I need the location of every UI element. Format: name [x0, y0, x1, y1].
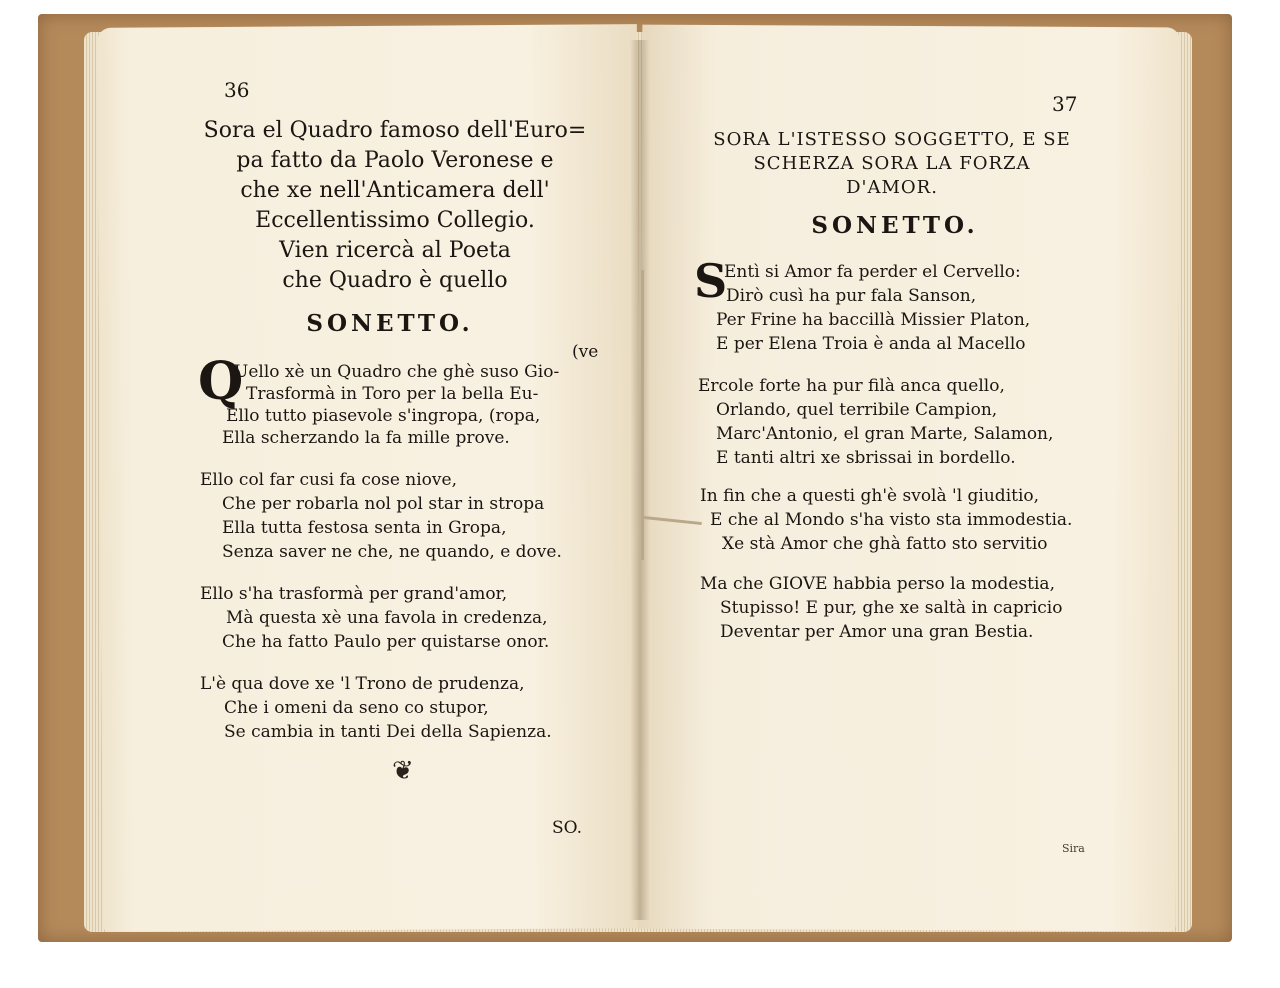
right-verse-line: Xe stà Amor che ghà fatto sto servitio [722, 534, 1048, 554]
book-gutter [630, 40, 650, 920]
left-verse-line: Che ha fatto Paulo per quistarse onor. [222, 632, 550, 652]
left-heading-line: pa fatto da Paolo Veronese e [236, 148, 554, 173]
right-verse-line: In fin che a questi gh'è svolà 'l giuditio, [700, 486, 1040, 506]
left-heading [180, 116, 610, 296]
right-verse-line: Stupisso! E pur, ghe xe saltà in capricio [720, 598, 1063, 618]
right-page-number: 37 [1052, 92, 1078, 116]
right-verse-line: Ma che GIOVE habbia perso la modestia, [700, 574, 1055, 594]
left-verse-line: Uello xè un Quadro che ghè suso Gio- [234, 362, 560, 382]
left-heading-line: che xe nell'Anticamera dell' [240, 178, 550, 203]
right-verse-line: Marc'Antonio, el gran Marte, Salamon, [716, 424, 1054, 444]
left-page-number: 36 [224, 78, 250, 102]
fleuron-ornament-icon: ❦ [392, 756, 414, 786]
right-heading-line: D'AMOR. [846, 177, 938, 198]
left-verse-line: Trasformà in Toro per la bella Eu- [246, 384, 539, 404]
left-verse-line: Ello col far cusi fa cose niove, [200, 470, 457, 490]
right-verse-line: E per Elena Troia è anda al Macello [716, 334, 1026, 354]
left-verse-line: Ella scherzando la fa mille prove. [222, 428, 510, 448]
left-dropcap: Q [198, 351, 244, 412]
left-verse-line: Ella tutta festosa senta in Gropa, [222, 518, 507, 538]
left-verse-line: Che i omeni da seno co stupor, [224, 698, 489, 718]
left-sonetto-title: SONETTO. [306, 310, 474, 337]
left-verse-line: Se cambia in tanti Dei della Sapienza. [224, 722, 552, 742]
right-sonetto-title: SONETTO. [811, 212, 979, 239]
right-verse-line: Dirò cusì ha pur fala Sanson, [726, 286, 977, 306]
right-verse-line: Ercole forte ha pur filà anca quello, [698, 376, 1005, 396]
left-verse-line: Che per robarla nol pol star in stropa [222, 494, 545, 514]
left-verse-line: Senza saver ne che, ne quando, e dove. [222, 542, 562, 562]
left-verse-line: Ello s'ha trasformà per grand'amor, [200, 584, 508, 604]
right-dropcap: S [694, 254, 728, 308]
right-heading-line: SCHERZA SORA LA FORZA [753, 153, 1031, 174]
right-catchword: Sira [1062, 842, 1085, 855]
left-verse-line: L'è qua dove xe 'l Trono de prudenza, [200, 674, 525, 694]
left-heading-line: che Quadro è quello [282, 268, 508, 293]
left-heading-line: Vien ricercà al Poeta [279, 238, 511, 263]
right-verse-line: Entì si Amor fa perder el Cervello: [724, 262, 1021, 282]
left-verse-line: Ello tutto piasevole s'ingropa, (ropa, [226, 406, 541, 426]
right-verse-line: E tanti altri xe sbrissai in bordello. [716, 448, 1016, 468]
right-verse-line: Orlando, quel terribile Campion, [716, 400, 998, 420]
right-verse-line: Deventar per Amor una gran Bestia. [720, 622, 1034, 642]
left-heading-line: Eccellentissimo Collegio. [255, 208, 535, 233]
left-signature-mark: SO. [552, 818, 582, 838]
left-verse-line: Mà questa xè una favola in credenza, [226, 608, 548, 628]
left-verse-line: (ve [572, 342, 599, 362]
right-verse-line: E che al Mondo s'ha visto sta immodestia. [710, 510, 1073, 530]
right-heading-line: SORA L'ISTESSO SOGGETTO, E SE [713, 129, 1071, 150]
left-heading-line: Sora el Quadro famoso dell'Euro= [203, 118, 587, 143]
right-verse-line: Per Frine ha baccillà Missier Platon, [716, 310, 1031, 330]
right-heading [684, 128, 1100, 200]
